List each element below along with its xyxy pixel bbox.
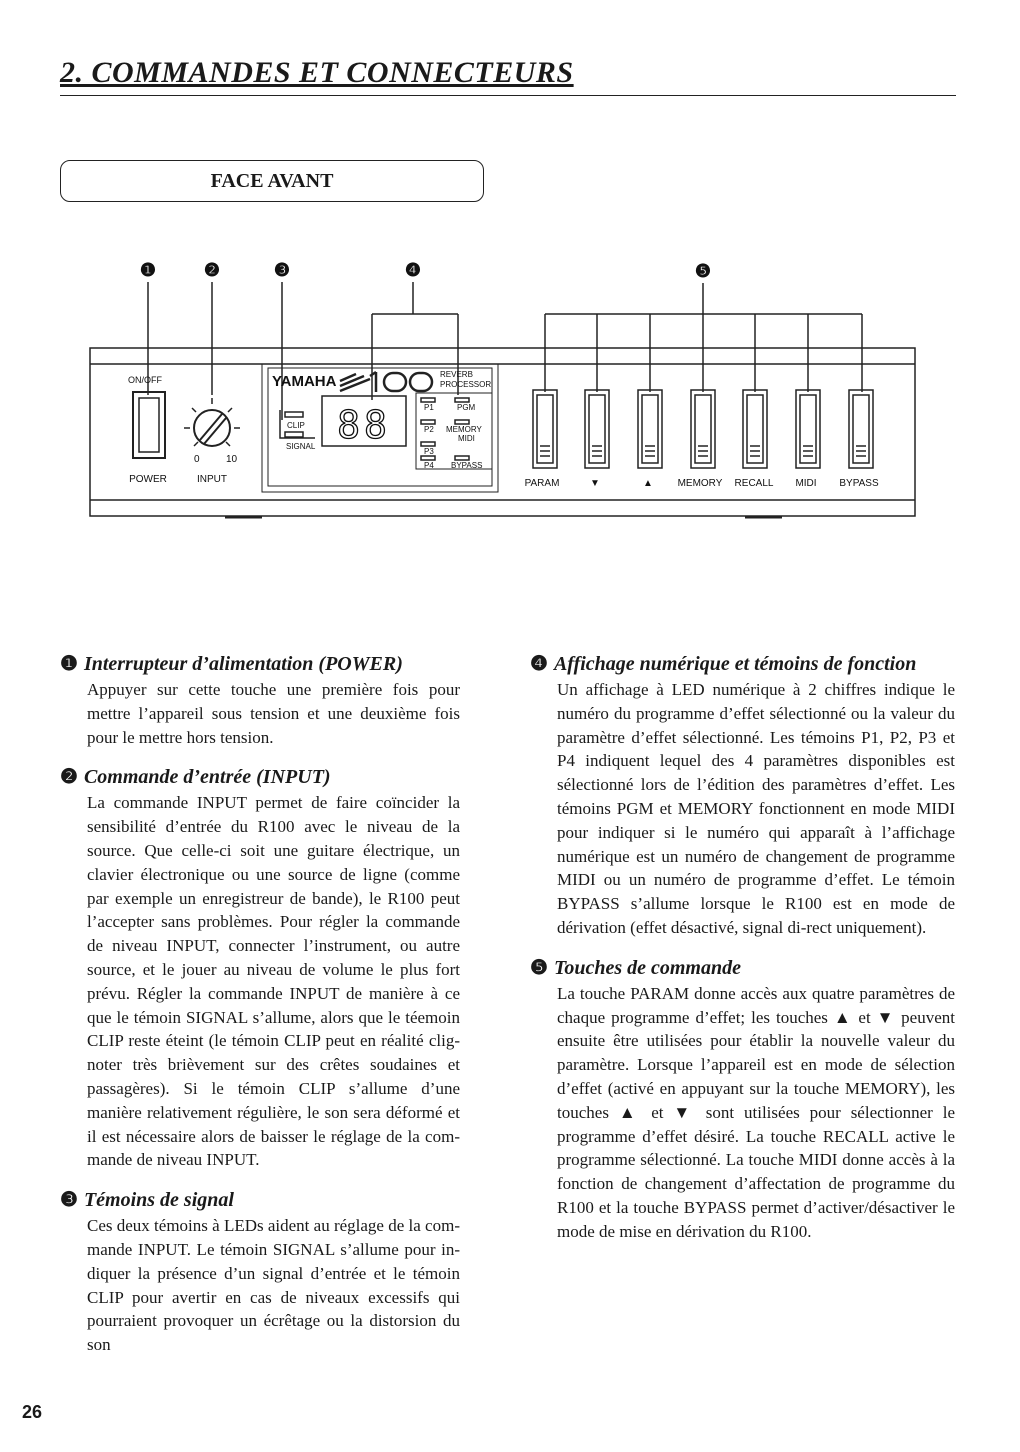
input-label: INPUT	[197, 474, 227, 485]
model-logo	[340, 372, 432, 392]
item-number: ❹	[530, 653, 548, 675]
item-number: ❷	[60, 766, 78, 789]
page-number: 26	[22, 1402, 43, 1422]
item-heading	[60, 650, 460, 678]
indicator-midi: MIDI	[458, 434, 475, 443]
item-signal-leds	[60, 1186, 460, 1357]
callout-1: ❶	[139, 260, 157, 280]
power-switch	[133, 392, 165, 458]
item-body: Appuyer sur cette touche une première fois pour mettre l’appareil sous tension et une deuxième fois pour le mettre hors tension.	[87, 680, 460, 747]
indicator-p4: P4	[424, 461, 434, 470]
signal-label: SIGNAL	[286, 442, 316, 451]
button-label-memory: MEMORY	[677, 478, 723, 489]
item-body: La touche PARAM donne accès aux quatre paramètres de chaque programme d’effet; les touches ▲ et ▼ peuvent ensuite être utilisées pour établir la nouvelle valeur du paramètre. Lorsque l’appareil est en mode de sélection d’effet (activé en appuyant sur la touche MEMORY), les touches ▲ et ▼ sont utilisées pour sélectionner le programme d’effet désiré. La touche RECALL active le programme sélectionné. La touche MIDI donne accès à la fonction de changement d’affectation de programme du R100 et la touche BYPASS permet d’activer/désactiver le mode de mise en dérivation du R100.	[557, 983, 955, 1241]
item-title: Interrupteur d’alimentation (POWER)	[83, 653, 403, 675]
indicator-pgm: PGM	[457, 403, 476, 412]
product-type-2: PROCESSOR	[440, 380, 492, 389]
right-column	[530, 650, 955, 1258]
title-rule	[60, 95, 956, 96]
item-number: ❺	[530, 956, 548, 979]
item-heading	[530, 954, 955, 982]
item-number: ❶	[60, 653, 78, 675]
chapter-title: 2. COMMANDES ET CONNECTEURS	[60, 56, 574, 89]
input-max: 10	[226, 454, 238, 465]
button-label-bypass: BYPASS	[839, 478, 879, 489]
leader-lines	[148, 282, 862, 420]
item-title: Commande d’entrée (INPUT)	[83, 766, 331, 789]
item-power	[60, 650, 460, 749]
item-input	[60, 763, 460, 1172]
item-heading	[60, 763, 460, 791]
left-column	[60, 650, 460, 1371]
brand-logo: YAMAHA	[272, 373, 337, 390]
callout-5: ❺	[694, 261, 712, 281]
model-label: R100	[0, 0, 3, 1]
item-body: Un affichage à LED numérique à 2 chiffres indique le numéro du programme d’effet sélectionné ou la valeur du paramètre d’effet sélectionné. Les témoins P1, P2, P3 et P4 indiquent lequel des 4 paramètres disponibles est sélectionné lors de l’édition des paramètres d’effet. Les témoins PGM et MEMORY fonctionnent en mode MIDI pour indiquer si le numéro qui apparaît à l’affichage numérique est un numéro de changement de programme MIDI ou un numéro de programme d’effet. Le témoin BYPASS s’allume lorsque le R100 est en mode de dérivation (effet désactivé, signal di-rect uniquement).	[557, 680, 955, 937]
item-number: ❸	[60, 1189, 78, 1212]
item-heading	[530, 650, 955, 678]
item-heading	[60, 1186, 460, 1214]
section-box	[60, 160, 484, 202]
power-onoff-text: ON/OFF	[128, 375, 162, 385]
item-title: Touches de commande	[553, 956, 741, 979]
control-buttons	[533, 390, 873, 468]
item-body: La commande INPUT permet de faire coïncider la sensibilité d’entrée du R100 avec le niveau de la source. Que celle-ci soit une guitare électrique, un clavier électronique ou une source de ligne (comme par exemple un enregistreur de bande), le R100 peut l’accepter sans problèmes. Pour régler la commande de niveau INPUT, connecter l’instrument, ou autre source, et le jouer au niveau de volume le plus fort prévu. Régler la commande INPUT de manière à ce que le témoin SIGNAL s’allume, alors que le téemoin CLIP reste éteint (le témoin CLIP peut en réalité clig-noter très brièvement sur des crêtes soudaines et passagères). Si le témoin CLIP s’allume d’une manière relativement régulière, le son sera déformé et il est nécessaire alors de baisser le réglage de la com-mande de niveau INPUT.	[87, 793, 460, 1170]
button-label-down: ▼	[590, 478, 600, 489]
power-label: POWER	[129, 474, 167, 485]
callouts	[140, 260, 711, 281]
input-min: 0	[194, 454, 200, 465]
item-body: Ces deux témoins à LEDs aident au réglage de la com-mande INPUT. Le témoin SIGNAL s’allume pour in-diquer la présence d’un signal d’entrée et le témoin CLIP pour avertir en cas de niveaux excessifs qui pourraient provoquer un écrêtage ou la distorsion du son	[87, 1216, 460, 1355]
input-knob	[184, 398, 240, 446]
button-label-recall: RECALL	[734, 478, 774, 489]
clip-label: CLIP	[287, 421, 305, 430]
section-label: FACE AVANT	[210, 170, 334, 192]
product-type-1: REVERB	[440, 370, 473, 379]
button-label-midi: MIDI	[795, 478, 817, 489]
led-display: 88	[337, 403, 391, 447]
item-display	[530, 650, 955, 940]
indicator-p2: P2	[424, 425, 434, 434]
button-label-up: ▲	[643, 478, 653, 489]
indicator-bypass: BYPASS	[451, 461, 483, 470]
callout-3: ❸	[273, 260, 291, 280]
callout-2: ❷	[203, 260, 221, 280]
callout-4: ❹	[404, 260, 422, 280]
item-control-keys	[530, 954, 955, 1244]
item-title: Témoins de signal	[83, 1189, 234, 1212]
item-title: Affichage numérique et témoins de fonction	[553, 653, 917, 675]
indicator-p3: P3	[424, 447, 434, 456]
indicator-memory: MEMORY	[446, 425, 482, 434]
button-label-param: PARAM	[524, 478, 560, 489]
indicator-p1: P1	[424, 403, 434, 412]
